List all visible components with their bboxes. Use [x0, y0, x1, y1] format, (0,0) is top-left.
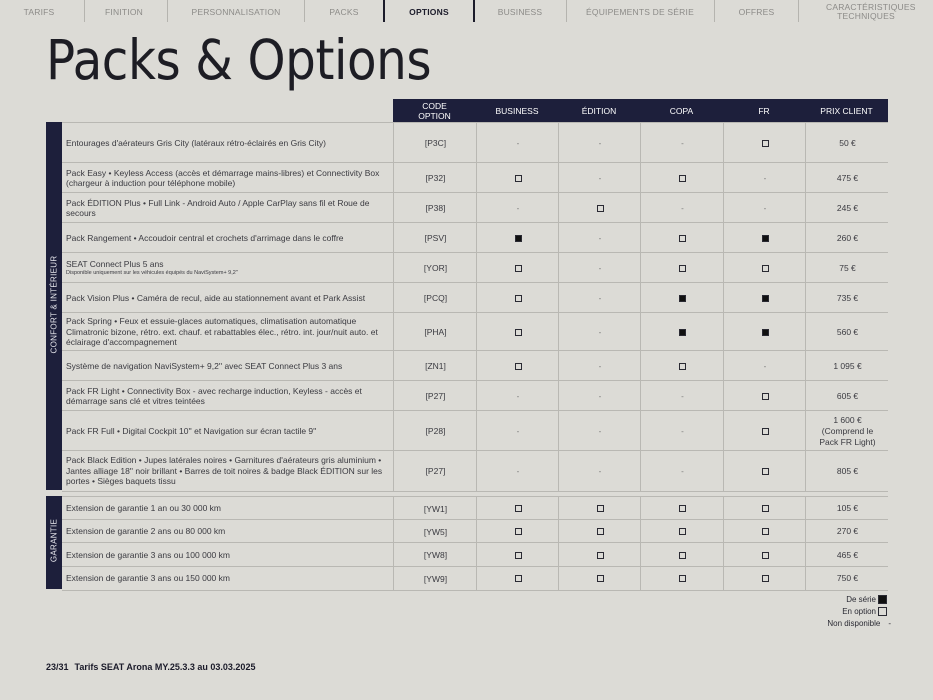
price-cell: [805, 497, 889, 520]
option-description-text: [66, 426, 316, 437]
option-price: 560 €: [836, 326, 859, 337]
dash-icon: -: [598, 327, 602, 337]
legend-option: En option: [842, 607, 887, 616]
option-code: [PSV]: [424, 233, 447, 243]
edition-cell: [558, 543, 641, 567]
header-code: CODE OPTION: [393, 99, 477, 122]
option-price: 50 €: [839, 137, 856, 148]
copa-cell: [640, 381, 724, 411]
option-square-icon: [679, 552, 686, 559]
option-square-icon: [515, 575, 522, 582]
option-description: [62, 351, 393, 381]
option-code: [YW8]: [423, 550, 448, 560]
option-price: 735 €: [836, 292, 859, 303]
option-label: Système de navigation NaviSystem+ 9,2'' avec SEAT Connect Plus 3 ans: [66, 360, 343, 371]
code-cell: [393, 451, 477, 491]
option-description: [62, 313, 393, 351]
option-description-text: [66, 168, 387, 189]
table-row: [62, 566, 888, 591]
option-label: SEAT Connect Plus 5 ans: [66, 259, 164, 270]
code-cell: [393, 253, 477, 283]
fr-cell: [723, 351, 806, 381]
option-price: 465 €: [836, 549, 859, 560]
standard-square-icon: [762, 329, 769, 336]
edition-cell: [558, 283, 641, 313]
option-label: Pack FR Full • Digital Cockpit 10'' et Navigation sur écran tactile 9'': [66, 425, 317, 436]
dash-icon: -: [598, 263, 602, 273]
fr-cell: [723, 313, 806, 351]
standard-square-icon: [762, 235, 769, 242]
option-description-text: [66, 316, 387, 348]
fr-cell: [723, 283, 806, 313]
table-row: [62, 410, 888, 451]
dash-icon: -: [763, 361, 767, 371]
price-cell: [805, 253, 889, 283]
standard-square-icon: [679, 295, 686, 302]
edition-cell: [558, 381, 641, 411]
option-code: [P27]: [425, 391, 446, 401]
nav-tab-options[interactable]: OPTIONS: [409, 6, 449, 17]
option-label: Pack Black Edition • Jupes latérales noires • Garnitures d'aérateurs gris aluminium • Jantes alliage 18'' noir brillant • Barres de toit noires & badge Black ÉDITION sur les portes • Sièges baquets tissu: [66, 455, 383, 487]
option-price: 805 €: [836, 465, 859, 476]
option-square-icon: [515, 505, 522, 512]
option-square-icon: [762, 265, 769, 272]
table-row: [62, 312, 888, 351]
option-code: [YOR]: [423, 263, 448, 273]
option-label: Entourages d'aérateurs Gris City (latéraux rétro-éclairés en Gris City): [66, 137, 327, 148]
legend-unavailable: Non disponible -: [827, 619, 891, 628]
dash-icon: -: [598, 361, 602, 371]
edition-cell: [558, 193, 641, 223]
copa-cell: [640, 543, 724, 567]
section-band-garantie: [46, 496, 62, 589]
edition-cell: [558, 411, 641, 451]
option-code: [P28]: [425, 426, 446, 436]
dash-icon: -: [516, 138, 520, 148]
price-cell: [805, 567, 889, 590]
option-square-icon: [597, 575, 604, 582]
business-cell: [476, 193, 559, 223]
option-label: Pack Easy • Keyless Access (accès et démarrage mains-libres) et Connectivity Box (chargeur à induction pour téléphone mobile): [66, 167, 380, 188]
table-row: [62, 542, 888, 567]
option-description: [62, 193, 393, 223]
option-code: [P3C]: [424, 138, 447, 148]
business-cell: [476, 253, 559, 283]
price-cell: [805, 351, 889, 381]
option-square-icon: [679, 363, 686, 370]
section-band-confort: [46, 122, 62, 490]
page-title: Packs & Options: [46, 28, 432, 92]
dash-icon: -: [598, 466, 602, 476]
section-label-garantie: GARANTIE: [49, 518, 59, 563]
business-cell: [476, 283, 559, 313]
dash-icon: -: [681, 391, 684, 401]
option-description-text: [66, 503, 221, 514]
option-price: 750 €: [836, 573, 859, 583]
option-description: [62, 520, 393, 543]
code-cell: [393, 520, 477, 543]
option-square-icon: [762, 393, 769, 400]
copa-cell: [640, 451, 724, 491]
option-code: [PCQ]: [423, 293, 448, 303]
option-square-icon: [762, 428, 769, 435]
table-row: [62, 519, 888, 543]
standard-square-icon: [762, 295, 769, 302]
option-description-text: [66, 138, 326, 149]
fr-cell: [723, 223, 806, 253]
option-square-icon: [762, 528, 769, 535]
option-label: Extension de garantie 3 ans ou 100 000 km: [66, 549, 230, 560]
code-cell: [393, 163, 477, 193]
option-price: 475 €: [836, 172, 859, 183]
option-square-icon: [762, 505, 769, 512]
copa-cell: [640, 411, 724, 451]
fr-cell: [723, 163, 806, 193]
price-cell: [805, 123, 889, 163]
business-cell: [476, 543, 559, 567]
option-label: Pack ÉDITION Plus • Full Link - Android Auto / Apple CarPlay sans fil et Roue de secours: [66, 197, 370, 218]
option-description: [62, 543, 393, 567]
option-label: Pack Vision Plus • Caméra de recul, aide au stationnement avant et Park Assist: [66, 292, 366, 303]
table-row: [62, 222, 888, 253]
option-code: [ZN1]: [425, 361, 446, 371]
option-description: [62, 253, 393, 283]
edition-cell: [558, 123, 641, 163]
option-square-icon: [679, 575, 686, 582]
footer: [46, 662, 255, 672]
nav-tab-offres[interactable]: OFFRES: [738, 6, 775, 17]
dash-icon: -: [598, 391, 602, 401]
edition-cell: [558, 313, 641, 351]
code-cell: [393, 193, 477, 223]
option-square-icon: [679, 265, 686, 272]
business-cell: [476, 497, 559, 520]
edition-cell: [558, 451, 641, 491]
price-cell: [805, 411, 889, 451]
business-cell: [476, 451, 559, 491]
table-row: [62, 496, 888, 520]
code-cell: [393, 351, 477, 381]
option-description-text: [66, 361, 342, 372]
business-cell: [476, 351, 559, 381]
table-row: [62, 252, 888, 283]
header-copa: COPA: [640, 99, 724, 122]
copa-cell: [640, 283, 724, 313]
option-square-icon: [515, 552, 522, 559]
edition-cell: [558, 567, 641, 590]
option-square-icon: [515, 265, 522, 272]
dash-icon: -: [598, 233, 602, 243]
table-row: [62, 162, 888, 193]
price-cell: [805, 451, 889, 491]
option-code: [YW9]: [423, 573, 448, 584]
option-code: [P38]: [425, 203, 446, 213]
price-cell: [805, 283, 889, 313]
fr-cell: [723, 253, 806, 283]
edition-cell: [558, 163, 641, 193]
dash-icon: -: [763, 173, 767, 183]
price-cell: [805, 520, 889, 543]
option-square-icon: [878, 607, 887, 616]
code-cell: [393, 381, 477, 411]
header-business: BUSINESS: [476, 99, 559, 122]
price-cell: [805, 313, 889, 351]
option-description-text: [66, 233, 344, 244]
legend-standard: De série: [846, 595, 887, 604]
dash-icon: -: [598, 293, 602, 303]
copa-cell: [640, 163, 724, 193]
dash-icon: -: [763, 203, 767, 213]
option-square-icon: [762, 575, 769, 582]
price-cell: [805, 381, 889, 411]
fr-cell: [723, 193, 806, 223]
option-price: 1 095 €: [833, 360, 862, 371]
nav-tab-caracteristiques[interactable]: CARACTÉRISTIQUES TECHNIQUES: [826, 2, 916, 21]
header-edition: ÉDITION: [558, 99, 641, 122]
table-row: [62, 350, 888, 381]
option-code: [P27]: [425, 466, 446, 476]
table-row: [62, 380, 888, 411]
fr-cell: [723, 567, 806, 590]
standard-square-icon: [679, 329, 686, 336]
dash-icon: -: [516, 426, 520, 436]
business-cell: [476, 163, 559, 193]
dash-icon: -: [888, 619, 891, 628]
edition-cell: [558, 253, 641, 283]
nav-tab-equipements[interactable]: ÉQUIPEMENTS DE SÉRIE: [586, 6, 694, 17]
copa-cell: [640, 351, 724, 381]
option-square-icon: [597, 205, 604, 212]
fr-cell: [723, 411, 806, 451]
edition-cell: [558, 351, 641, 381]
nav-tab-business[interactable]: BUSINESS: [497, 6, 543, 17]
option-code: [YW5]: [423, 526, 448, 537]
option-square-icon: [515, 528, 522, 535]
fr-cell: [723, 381, 806, 411]
dash-icon: -: [598, 138, 602, 148]
nav-tab-finition[interactable]: FINITION: [105, 6, 143, 17]
business-cell: [476, 520, 559, 543]
option-description-text: [66, 550, 230, 561]
option-price: 270 €: [836, 526, 859, 536]
option-square-icon: [515, 175, 522, 182]
option-square-icon: [515, 329, 522, 336]
table-row: [62, 450, 888, 492]
standard-square-icon: [515, 235, 522, 242]
option-square-icon: [679, 235, 686, 242]
option-description: [62, 411, 393, 451]
footer-text: Tarifs SEAT Arona MY.25.3.3 au 03.03.2025: [74, 662, 256, 672]
option-square-icon: [597, 552, 604, 559]
fr-cell: [723, 520, 806, 543]
copa-cell: [640, 520, 724, 543]
business-cell: [476, 313, 559, 351]
dash-icon: -: [516, 466, 520, 476]
dash-icon: -: [598, 173, 602, 183]
option-price: 1 600 € (Comprend le Pack FR Light): [819, 414, 876, 447]
option-description-text: [66, 455, 387, 487]
code-cell: [393, 223, 477, 253]
code-cell: [393, 283, 477, 313]
copa-cell: [640, 123, 724, 163]
option-description: [62, 163, 393, 193]
copa-cell: [640, 497, 724, 520]
dash-icon: -: [681, 466, 684, 476]
code-cell: [393, 313, 477, 351]
option-description: [62, 283, 393, 313]
option-label: Extension de garantie 1 an ou 30 000 km: [66, 503, 221, 514]
copa-cell: [640, 223, 724, 253]
option-label: Pack FR Light • Connectivity Box - avec recharge induction, Keyless - accès et démarrage sans clé et vitres teintées: [66, 385, 362, 406]
business-cell: [476, 381, 559, 411]
edition-cell: [558, 520, 641, 543]
option-description-text: [66, 198, 387, 219]
edition-cell: [558, 223, 641, 253]
option-square-icon: [515, 363, 522, 370]
option-description: [62, 381, 393, 411]
header-prix: PRIX CLIENT: [805, 99, 888, 122]
price-cell: [805, 193, 889, 223]
option-code: [P32]: [425, 173, 446, 183]
code-cell: [393, 123, 477, 163]
dash-icon: -: [681, 426, 684, 436]
option-label: Pack Rangement • Accoudoir central et crochets d'arrimage dans le coffre: [66, 232, 344, 243]
dash-icon: -: [681, 138, 684, 148]
copa-cell: [640, 567, 724, 590]
dash-icon: -: [516, 391, 520, 401]
option-code: [YW1]: [423, 503, 448, 514]
option-description: [62, 451, 393, 491]
option-note: Disponible uniquement sur les véhicules équipés du NaviSystem+ 9,2'': [66, 269, 238, 276]
dash-icon: -: [681, 203, 684, 213]
business-cell: [476, 123, 559, 163]
option-square-icon: [515, 295, 522, 302]
dash-icon: -: [598, 426, 602, 436]
code-cell: [393, 497, 477, 520]
option-price: 105 €: [836, 503, 859, 513]
code-cell: [393, 543, 477, 567]
copa-cell: [640, 313, 724, 351]
option-label: Pack Spring • Feux et essuie-glaces automatiques, climatisation automatique Climatronic bizone, rétro. ext. chauf. et rabattables élec., rétro. int. jour/nuit auto. et éclairage d'accompagnement: [66, 316, 378, 348]
top-nav: [0, 0, 933, 24]
option-square-icon: [679, 528, 686, 535]
copa-cell: [640, 193, 724, 223]
header-fr: FR: [723, 99, 806, 122]
nav-tab-personnalisation[interactable]: PERSONNALISATION: [191, 6, 281, 17]
option-description-text: [66, 526, 225, 537]
option-description: [62, 123, 393, 163]
option-square-icon: [597, 528, 604, 535]
option-square-icon: [679, 505, 686, 512]
edition-cell: [558, 497, 641, 520]
fr-cell: [723, 543, 806, 567]
option-label: Extension de garantie 2 ans ou 80 000 km: [66, 526, 226, 537]
fr-cell: [723, 451, 806, 491]
option-square-icon: [597, 505, 604, 512]
price-cell: [805, 163, 889, 193]
option-description-text: [66, 293, 365, 304]
fr-cell: [723, 497, 806, 520]
business-cell: [476, 567, 559, 590]
option-square-icon: [762, 140, 769, 147]
option-description-text: [66, 259, 238, 277]
option-description-text: [66, 573, 230, 584]
option-price: 260 €: [836, 232, 859, 243]
code-cell: [393, 567, 477, 590]
option-description: [62, 497, 393, 520]
option-square-icon: [762, 468, 769, 475]
nav-tab-tarifs[interactable]: TARIFS: [23, 6, 55, 17]
code-cell: [393, 411, 477, 451]
table-row: [62, 122, 888, 163]
option-description-text: [66, 386, 387, 407]
fr-cell: [723, 123, 806, 163]
option-code: [PHA]: [424, 327, 447, 337]
business-cell: [476, 223, 559, 253]
option-description: [62, 223, 393, 253]
nav-tab-packs[interactable]: PACKS: [329, 6, 359, 17]
option-price: 75 €: [839, 262, 856, 273]
option-price: 245 €: [836, 202, 859, 213]
option-square-icon: [679, 175, 686, 182]
copa-cell: [640, 253, 724, 283]
option-label: Extension de garantie 3 ans ou 150 000 km: [66, 573, 230, 584]
table-row: [62, 282, 888, 313]
price-cell: [805, 543, 889, 567]
table-row: [62, 192, 888, 223]
option-square-icon: [762, 552, 769, 559]
business-cell: [476, 411, 559, 451]
option-description: [62, 567, 393, 590]
price-cell: [805, 223, 889, 253]
page-number: 23/31: [46, 662, 69, 672]
option-price: 605 €: [836, 390, 859, 401]
section-label-confort: CONFORT & INTÉRIEUR: [49, 255, 59, 354]
standard-square-icon: [878, 595, 887, 604]
dash-icon: -: [516, 203, 520, 213]
